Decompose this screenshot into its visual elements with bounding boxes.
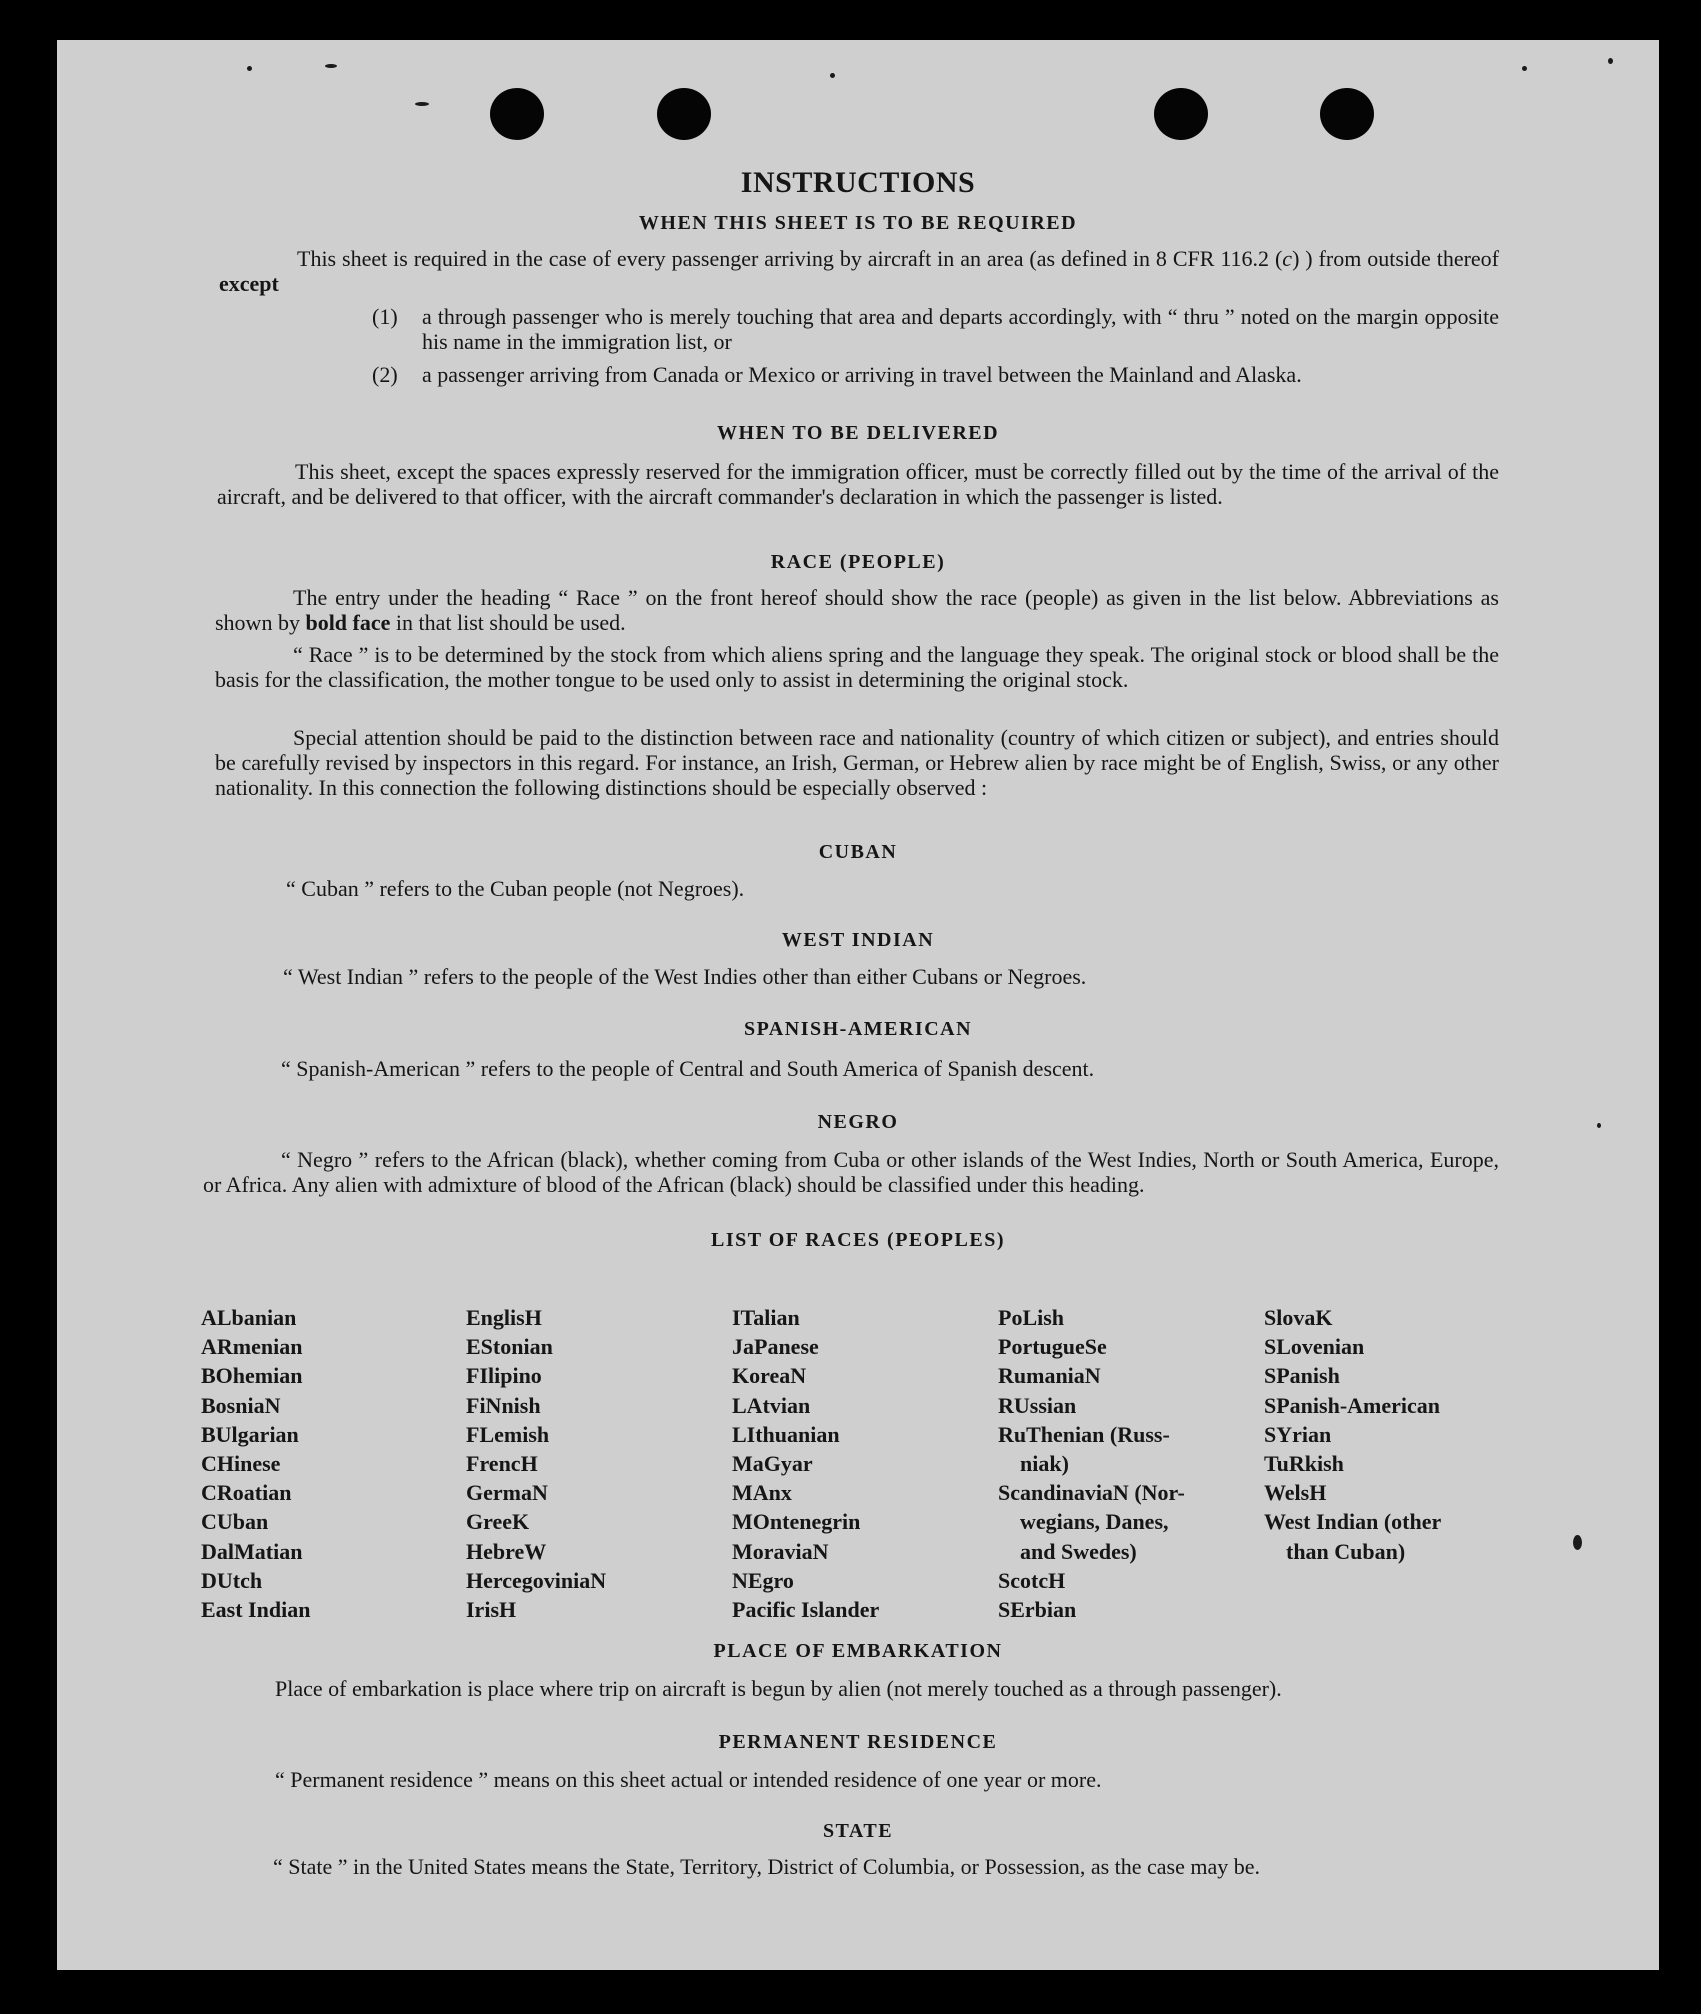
race-entry: ITalian: [732, 1305, 800, 1330]
section-heading: NEGRO: [817, 1111, 899, 1133]
paragraph: “ State ” in the United States means the State, Territory, District of Columbia, or Possession, as the case may be.: [273, 1854, 1261, 1879]
race-entry: ALbanian: [201, 1305, 297, 1330]
race-entry: SlovaK: [1264, 1305, 1333, 1330]
race-entry: SLovenian: [1264, 1334, 1365, 1360]
race-entry: TuRkish: [1264, 1451, 1344, 1477]
race-entry: FLemish: [466, 1421, 550, 1447]
race-entry: ScandinaviaN (Nor- wegians, Danes, and Swedes): [998, 1480, 1185, 1564]
paragraph: “ Spanish-American ” refers to the people of Central and South America of Spanish descent.: [281, 1056, 1095, 1081]
race-entry: LAtvian: [732, 1392, 811, 1418]
race-entry: CHinese: [201, 1451, 281, 1477]
race-entry: IrisH: [466, 1597, 517, 1623]
section-heading: PERMANENT RESIDENCE: [718, 1731, 998, 1753]
paragraph: The entry under the heading “ Race ” on the front hereof should show the race (people) as given in the list below. Abbreviations as shown by bold face in that list should be used.: [215, 585, 1499, 635]
race-entry: RuThenian (Russ- niak): [998, 1421, 1170, 1477]
race-entry: SPanish-American: [1264, 1392, 1440, 1418]
race-column: [998, 1303, 1263, 1624]
race-entry: EnglisH: [466, 1305, 542, 1330]
race-entry: GermaN: [466, 1480, 548, 1506]
race-entry: NEgro: [732, 1567, 794, 1593]
race-column: [466, 1303, 731, 1624]
section-heading: SPANISH-AMERICAN: [743, 1018, 973, 1040]
paragraph: “ Negro ” refers to the African (black), whether coming from Cuba or other islands of the West Indies, North or South America, Europe, or Africa. Any alien with admixture of blood of the African (black) should be classified under this heading.: [203, 1147, 1499, 1197]
race-entry: FrencH: [466, 1451, 538, 1477]
paragraph: “ Race ” is to be determined by the stock from which aliens spring and the language they speak. The original stock or blood shall be the basis for the classification, the mother tongue to be used only to assist in determining the original stock.: [215, 642, 1499, 692]
race-list: [57, 1303, 1659, 1633]
paragraph: This sheet is required in the case of every passenger arriving by aircraft in an area (as defined in 8 CFR 116.2 (c) ) from outside thereof except: [219, 246, 1500, 296]
paragraph: Place of embarkation is place where trip on aircraft is begun by alien (not merely touched as a through passenger).: [275, 1676, 1282, 1701]
race-entry: RumaniaN: [998, 1363, 1101, 1389]
race-entry: JaPanese: [732, 1334, 819, 1360]
paragraph: “ West Indian ” refers to the people of the West Indies other than either Cubans or Negroes.: [283, 964, 1087, 989]
race-entry: SPanish: [1264, 1363, 1340, 1389]
race-entry: FiNnish: [466, 1392, 541, 1418]
race-column: [201, 1303, 466, 1624]
race-entry: LIthuanian: [732, 1421, 840, 1447]
race-entry: PortugueSe: [998, 1334, 1107, 1360]
race-entry: PoLish: [998, 1305, 1065, 1330]
paragraph: Special attention should be paid to the distinction between race and nationality (country of which citizen or subject), and entries should be carefully revised by inspectors in this regard. For instance, an Irish, German, or Hebrew alien by race might be of English, Swiss, or any other nationality. In this connection the following distinctions should be especially observed :: [215, 725, 1499, 800]
race-entry: SErbian: [998, 1597, 1077, 1623]
race-entry: DUtch: [201, 1567, 263, 1593]
document-page: [57, 40, 1659, 1970]
race-entry: MoraviaN: [732, 1538, 829, 1564]
race-entry: MOntenegrin: [732, 1509, 861, 1535]
race-entry: Pacific Islander: [732, 1597, 880, 1623]
race-entry: MaGyar: [732, 1451, 813, 1477]
race-column: [732, 1303, 997, 1624]
race-entry: BosniaN: [201, 1392, 281, 1418]
section-heading: PLACE OF EMBARKATION: [713, 1640, 1003, 1662]
paragraph: This sheet, except the spaces expressly reserved for the immigration officer, must be correctly filled out by the time of the arrival of the aircraft, and be delivered to that officer, with the aircraft commander's declaration in which the passenger is listed.: [217, 459, 1499, 509]
section-heading: WHEN TO BE DELIVERED: [716, 422, 1000, 444]
section-heading: LIST OF RACES (PEOPLES): [710, 1229, 1005, 1251]
race-entry: BUlgarian: [201, 1421, 299, 1447]
race-entry: MAnx: [732, 1480, 792, 1506]
race-entry: HercegoviniaN: [466, 1567, 607, 1593]
race-entry: CRoatian: [201, 1480, 292, 1506]
race-entry: ARmenian: [201, 1334, 303, 1360]
page-title: INSTRUCTIONS: [740, 166, 976, 199]
race-entry: KoreaN: [732, 1363, 807, 1389]
race-entry: GreeK: [466, 1509, 530, 1535]
paragraph: “ Cuban ” refers to the Cuban people (not Negroes).: [286, 876, 745, 901]
race-entry: DalMatian: [201, 1538, 303, 1564]
list-item: (2) a passenger arriving from Canada or Mexico or arriving in travel between the Mainland and Alaska.: [372, 362, 1302, 387]
section-heading: STATE: [822, 1820, 894, 1842]
race-entry: FIlipino: [466, 1363, 542, 1389]
race-entry: EStonian: [466, 1334, 553, 1360]
section-heading: WEST INDIAN: [781, 929, 935, 951]
race-entry: ScotcH: [998, 1567, 1066, 1593]
list-item: (1) a through passenger who is merely touching that area and departs accordingly, with “ thru ” noted on the margin opposite his name in the immigration list, or: [372, 304, 1499, 354]
race-entry: WelsH: [1264, 1480, 1327, 1506]
race-entry: East Indian: [201, 1597, 311, 1623]
paragraph: “ Permanent residence ” means on this sheet actual or intended residence of one year or more.: [275, 1767, 1102, 1792]
race-entry: CUban: [201, 1509, 269, 1535]
race-entry: SYrian: [1264, 1421, 1332, 1447]
race-entry: HebreW: [466, 1538, 547, 1564]
section-heading: RACE (PEOPLE): [770, 551, 946, 573]
race-entry: BOhemian: [201, 1363, 303, 1389]
race-column: [1264, 1303, 1529, 1566]
race-entry: West Indian (other than Cuban): [1264, 1509, 1442, 1564]
section-heading: WHEN THIS SHEET IS TO BE REQUIRED: [638, 212, 1078, 234]
race-entry: RUssian: [998, 1392, 1077, 1418]
section-heading: CUBAN: [818, 841, 898, 863]
